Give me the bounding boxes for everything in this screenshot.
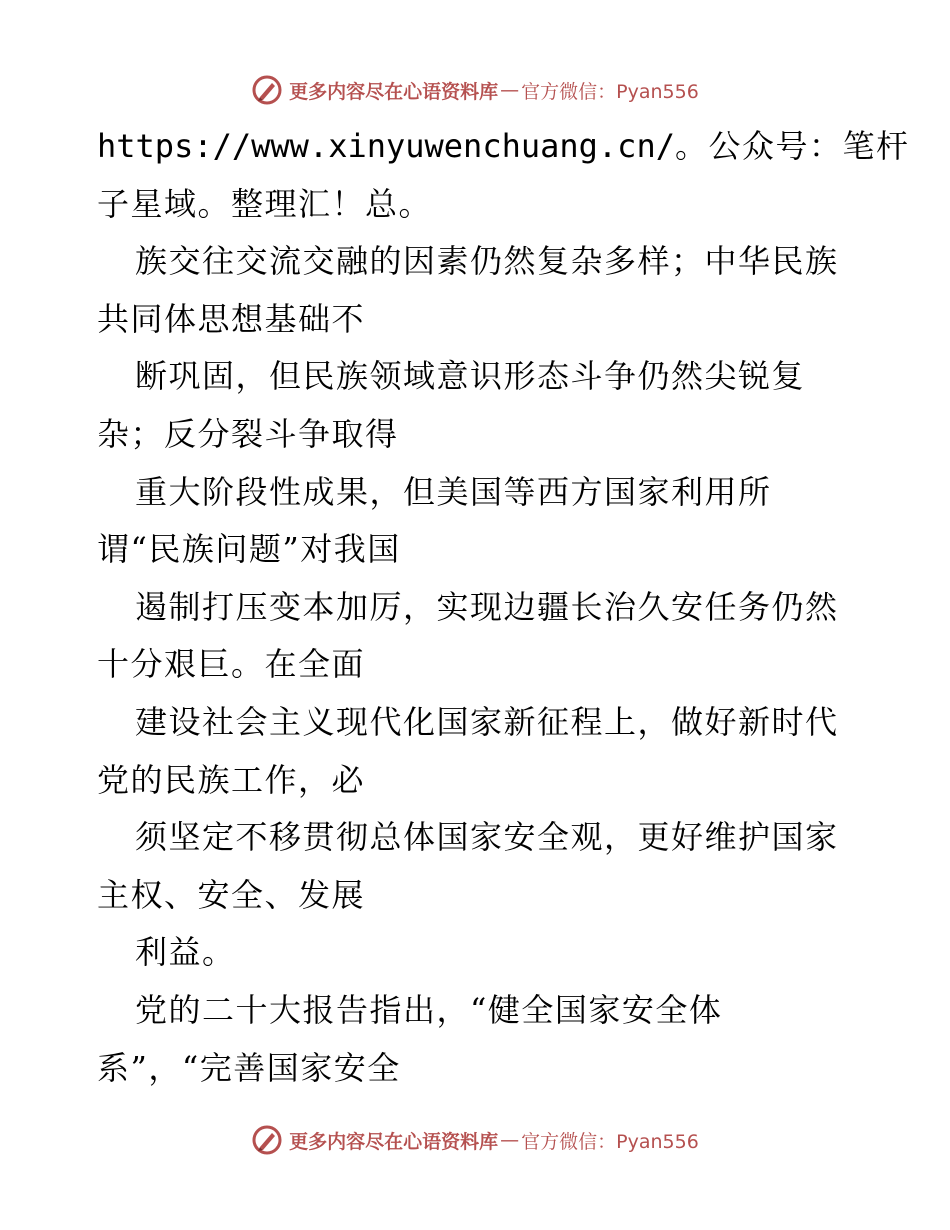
text-line: 重大阶段性成果，但美国等西方国家利用所 [135,472,772,511]
text-line: 十分艰巨。在全面 [97,645,366,684]
footer-contact: 官方微信：Pyan556 [521,1130,699,1153]
header-banner-text: 更多内容尽在心语资料库 [289,80,499,103]
footer-banner [0,1120,950,1160]
header-banner-dash: — [500,79,520,101]
text-line: 族交往交流交融的因素仍然复杂多样；中华民族 [135,242,839,281]
website-url: https://www.xinyuwenchuang.cn/ [97,127,675,165]
text-line: 共同体思想基础不 [97,299,366,338]
text-line: 谓“民族问题”对我国 [97,530,401,569]
text-line: 子星域。整理汇！总。 [97,184,433,223]
text-line [97,118,910,176]
header-contact: 官方微信：Pyan556 [521,80,699,103]
text-line: 遏制打压变本加厉，实现边疆长治久安任务仍然 [135,587,839,626]
pen-logo-icon [251,74,283,106]
text-line: 利益。 [135,933,236,972]
header-banner [0,70,950,110]
text-line: 主权、安全、发展 [97,875,366,914]
text-line: 须坚定不移贯彻总体国家安全观，更好维护国家 [135,818,839,857]
text-line: 建设社会主义现代化国家新征程上，做好新时代 [135,702,839,741]
document-body [97,118,910,1097]
text-segment: 。公众号：笔杆 [674,127,910,165]
pen-logo-icon [251,1124,283,1156]
text-line: 系”，“完善国家安全 [97,1048,401,1087]
footer-banner-dash: — [500,1129,520,1151]
text-line: 杂；反分裂斗争取得 [97,414,399,453]
text-line: 党的民族工作，必 [97,760,366,799]
footer-banner-text: 更多内容尽在心语资料库 [289,1130,499,1153]
text-line: 断巩固，但民族领域意识形态斗争仍然尖锐复 [135,357,806,396]
text-line: 党的二十大报告指出，“健全国家安全体 [135,990,723,1029]
